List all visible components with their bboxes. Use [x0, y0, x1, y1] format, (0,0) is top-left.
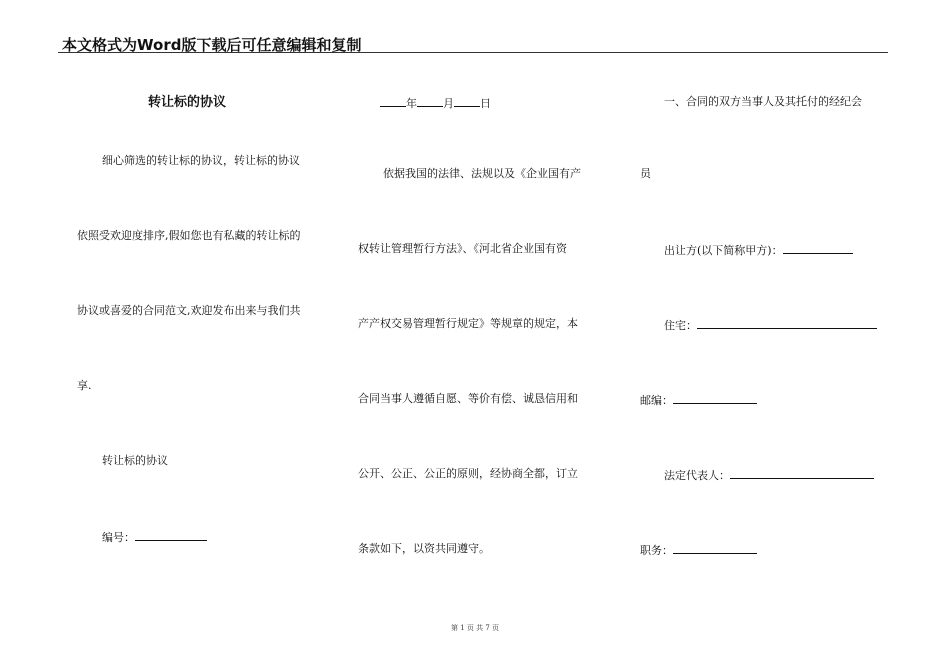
- postcode-label: 邮编：: [640, 394, 673, 407]
- date-line: [380, 96, 491, 109]
- transferor-label: 出让方(以下简称甲方)：: [664, 244, 783, 257]
- col2-paragraph-line: 公开、公正、公正的原则，经协商全都，订立: [358, 467, 578, 480]
- col1-paragraph-line: 依照受欢迎度排序,假如您也有私藏的转让标的: [77, 229, 301, 242]
- day-blank: [454, 96, 480, 107]
- header-rule: [58, 52, 888, 53]
- number-field: [102, 530, 207, 543]
- position-label: 职务：: [640, 544, 673, 557]
- col2-paragraph-line: 产产权交易管理暂行规定》等规章的规定，本: [358, 317, 578, 330]
- col1-paragraph-line: 细心筛选的转让标的协议，转让标的协议: [102, 154, 300, 167]
- year-label: 年: [406, 97, 417, 110]
- section-subtitle: 转让标的协议: [102, 454, 168, 467]
- col3-paragraph-line: 员: [640, 167, 651, 180]
- col3-paragraph-line: 一、合同的双方当事人及其托付的经纪会: [664, 95, 862, 108]
- doc-title: 转让标的协议: [148, 95, 227, 110]
- postcode-blank: [673, 393, 757, 404]
- residence-field: [664, 318, 877, 331]
- position-field: [640, 543, 757, 556]
- postcode-field: [640, 393, 757, 406]
- month-label: 月: [443, 97, 454, 110]
- position-blank: [673, 543, 757, 554]
- year-blank: [380, 96, 406, 107]
- number-label: 编号：: [102, 531, 135, 544]
- number-blank: [135, 530, 207, 541]
- col2-paragraph-line: 权转让管理暂行方法》、《河北省企业国有资: [358, 242, 567, 255]
- col2-paragraph-line: 依据我国的法律、法规以及《企业国有产: [383, 167, 581, 180]
- col1-paragraph-line: 协议或喜爱的合同范文,欢迎发布出来与我们共: [77, 304, 301, 317]
- col1-paragraph-line: 享.: [77, 379, 92, 392]
- page-number: 第 1 页 共 7 页: [450, 624, 500, 632]
- transferor-blank: [783, 243, 853, 254]
- col2-paragraph-line: 条款如下，以资共同遵守。: [358, 542, 490, 555]
- residence-blank: [697, 318, 877, 329]
- document-header: 本文格式为Word版下载后可任意编辑和复制: [62, 36, 362, 54]
- day-label: 日: [480, 97, 491, 110]
- residence-label: 住宅：: [664, 319, 697, 332]
- month-blank: [417, 96, 443, 107]
- col2-paragraph-line: 合同当事人遵循自愿、等价有偿、诚恳信用和: [358, 392, 578, 405]
- legal-rep-blank: [730, 468, 874, 479]
- legal-rep-field: [664, 468, 874, 481]
- transferor-field: [664, 243, 853, 256]
- legal-rep-label: 法定代表人：: [664, 469, 730, 482]
